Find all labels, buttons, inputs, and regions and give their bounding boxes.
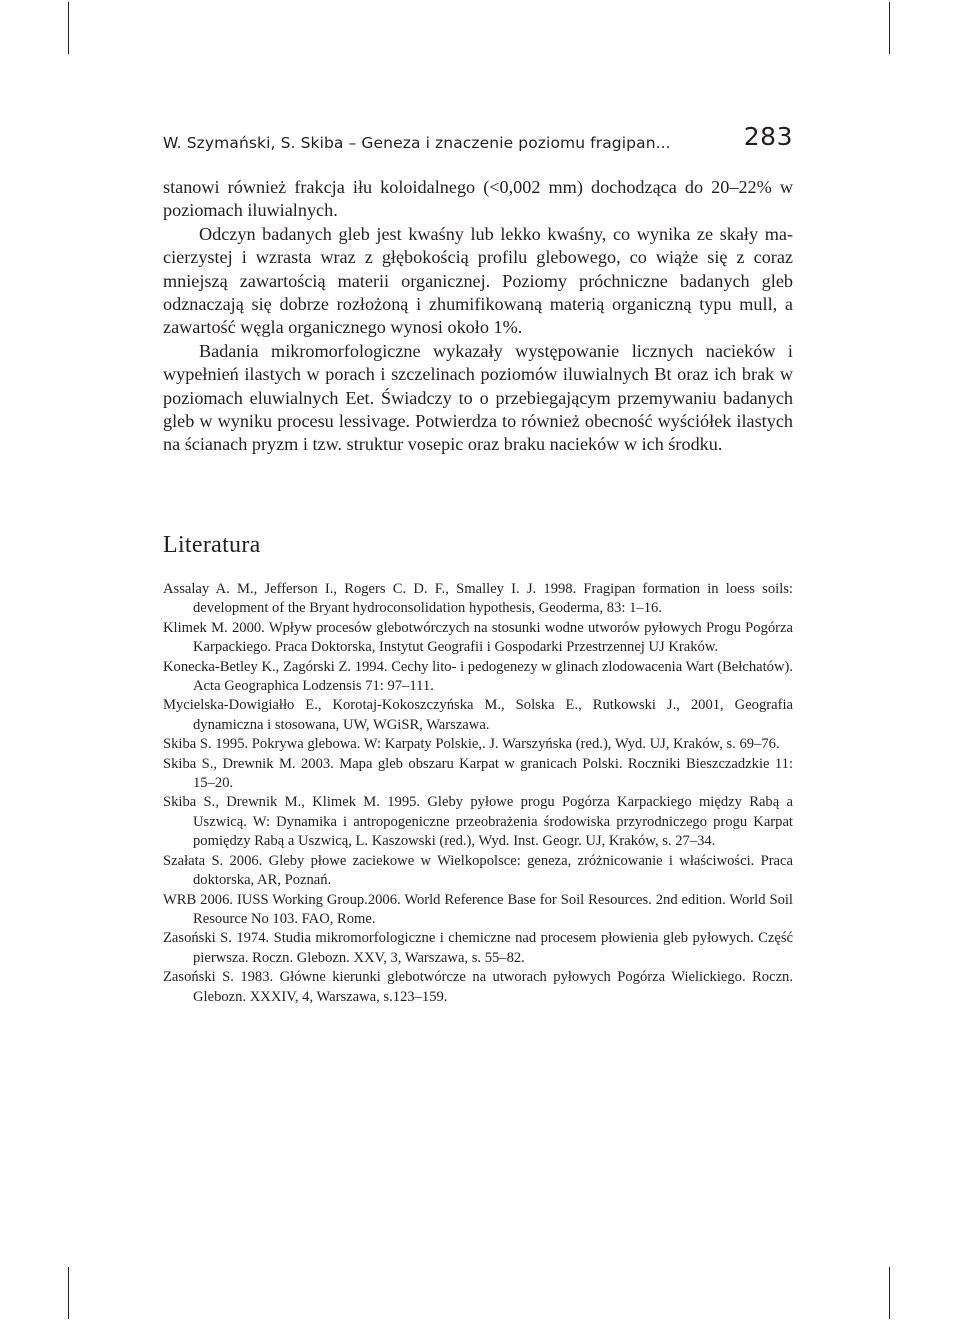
reference-item: Zasoński S. 1983. Główne kierunki glebotwórcze na utworach pyłowych Pogórza Wielickiego. Roczn. Glebozn. XXXIV, 4, Warszawa, s.123–159.: [163, 969, 793, 1005]
running-title: W. Szymański, S. Skiba – Geneza i znaczenie poziomu fragipan...: [163, 134, 671, 152]
reference-item: WRB 2006. IUSS Working Group.2006. World Reference Base for Soil Resources. 2nd edition. World Soil Resource No 103. FAO, Rome.: [163, 891, 793, 927]
crop-mark-bottom-right: [889, 1267, 890, 1319]
reference-item: Skiba S. 1995. Pokrywa glebowa. W: Karpaty Polskie,. J. Warszyńska (red.), Wyd. UJ, Kraków, s. 69–76.: [163, 736, 780, 753]
page-number: 283: [743, 122, 793, 151]
reference-item: Konecka-Betley K., Zagórski Z. 1994. Cechy lito- i pedogenezy w glinach zlodowacenia Wart (Bełchatów). Acta Geographica Lodzensis 71: 97–111.: [163, 658, 793, 695]
reference-item: Assalay A. M., Jefferson I., Rogers C. D. F., Smalley I. J. 1998. Fragipan formation in loess soils: development of the Bryant hydroconsolidation hypothesis, Geoderma, 83: 1–16.: [163, 581, 793, 617]
crop-mark-bottom-left: [68, 1267, 69, 1319]
paragraph: stanowi również frakcja iłu koloidalnego (<0,002 mm) dochodząca do 20–22% w poziomach iluwialnych.: [163, 177, 793, 221]
crop-mark-top-left: [68, 2, 69, 54]
reference-item: Skiba S., Drewnik M. 2003. Mapa gleb obszaru Karpat w granicach Polski. Roczniki Bieszczadzkie 11: 15–20.: [163, 755, 793, 792]
section-heading-literatura: Literatura: [163, 532, 261, 558]
reference-item: Mycielska-Dowigiałło E., Korotaj-Kokoszczyńska M., Solska E., Rutkowski J., 2001, Geografia dynamiczna i stosowana, UW, WGiSR, Warszawa.: [163, 697, 793, 733]
crop-mark-top-right: [889, 2, 890, 54]
reference-item: Klimek M. 2000. Wpływ procesów glebotwórczych na stosunki wodne utworów pyłowych Progu Pogórza Karpackiego. Praca Doktorska, Instytut Geografii i Gospodarki Przestrzennej UJ Kraków.: [163, 619, 793, 656]
paragraph: Odczyn badanych gleb jest kwaśny lub lekko kwaśny, co wynika ze skały macierzystej i wzrasta wraz z głębokością profilu glebowego, co wiąże się z coraz mniejszą zawartością materii organicznej. Poziomy próchniczne badanych gleb odznaczają się dobrze rozłożoną i zhumifikowaną materią organiczną typu mull, a zawartość węgla organicznego wynosi około 1%.: [163, 223, 793, 338]
reference-list: [163, 580, 793, 1007]
paragraph: Badania mikromorfologiczne wykazały występowanie licznych nacieków i wypełnień ilastych w porach i szczelinach poziomów iluwialnych Bt oraz ich brak w poziomach eluwialnych Eet. Świadczy to o przebiegającym przemywaniu badanych gleb w wyniku procesu lessivage. Potwierdza to również obecność wyściółek ilastych na ścianach pryzm i tzw. struktur vosepic oraz braku nacieków w ich środku.: [163, 340, 793, 455]
body-text: [163, 176, 793, 457]
reference-item: Szałata S. 2006. Gleby płowe zaciekowe w Wielkopolsce: geneza, zróżnicowanie i właściwości. Praca doktorska, AR, Poznań.: [163, 852, 793, 889]
running-head: [163, 122, 793, 162]
reference-item: Skiba S., Drewnik M., Klimek M. 1995. Gleby pyłowe progu Pogórza Karpackiego między Rabą a Uszwicą. W: Dynamika i antropogeniczne przeobrażenia środowiska przyrodniczego progu Karpat pomiędzy Rabą a Uszwicą, L. Kaszowski (red.), Wyd. Inst. Geogr. UJ, Kraków, s. 27–34.: [163, 794, 793, 850]
reference-item: Zasoński S. 1974. Studia mikromorfologiczne i chemiczne nad procesem płowienia gleb pyłowych. Część pierwsza. Roczn. Glebozn. XXV, 3, Warszawa, s. 55–82.: [163, 930, 793, 966]
